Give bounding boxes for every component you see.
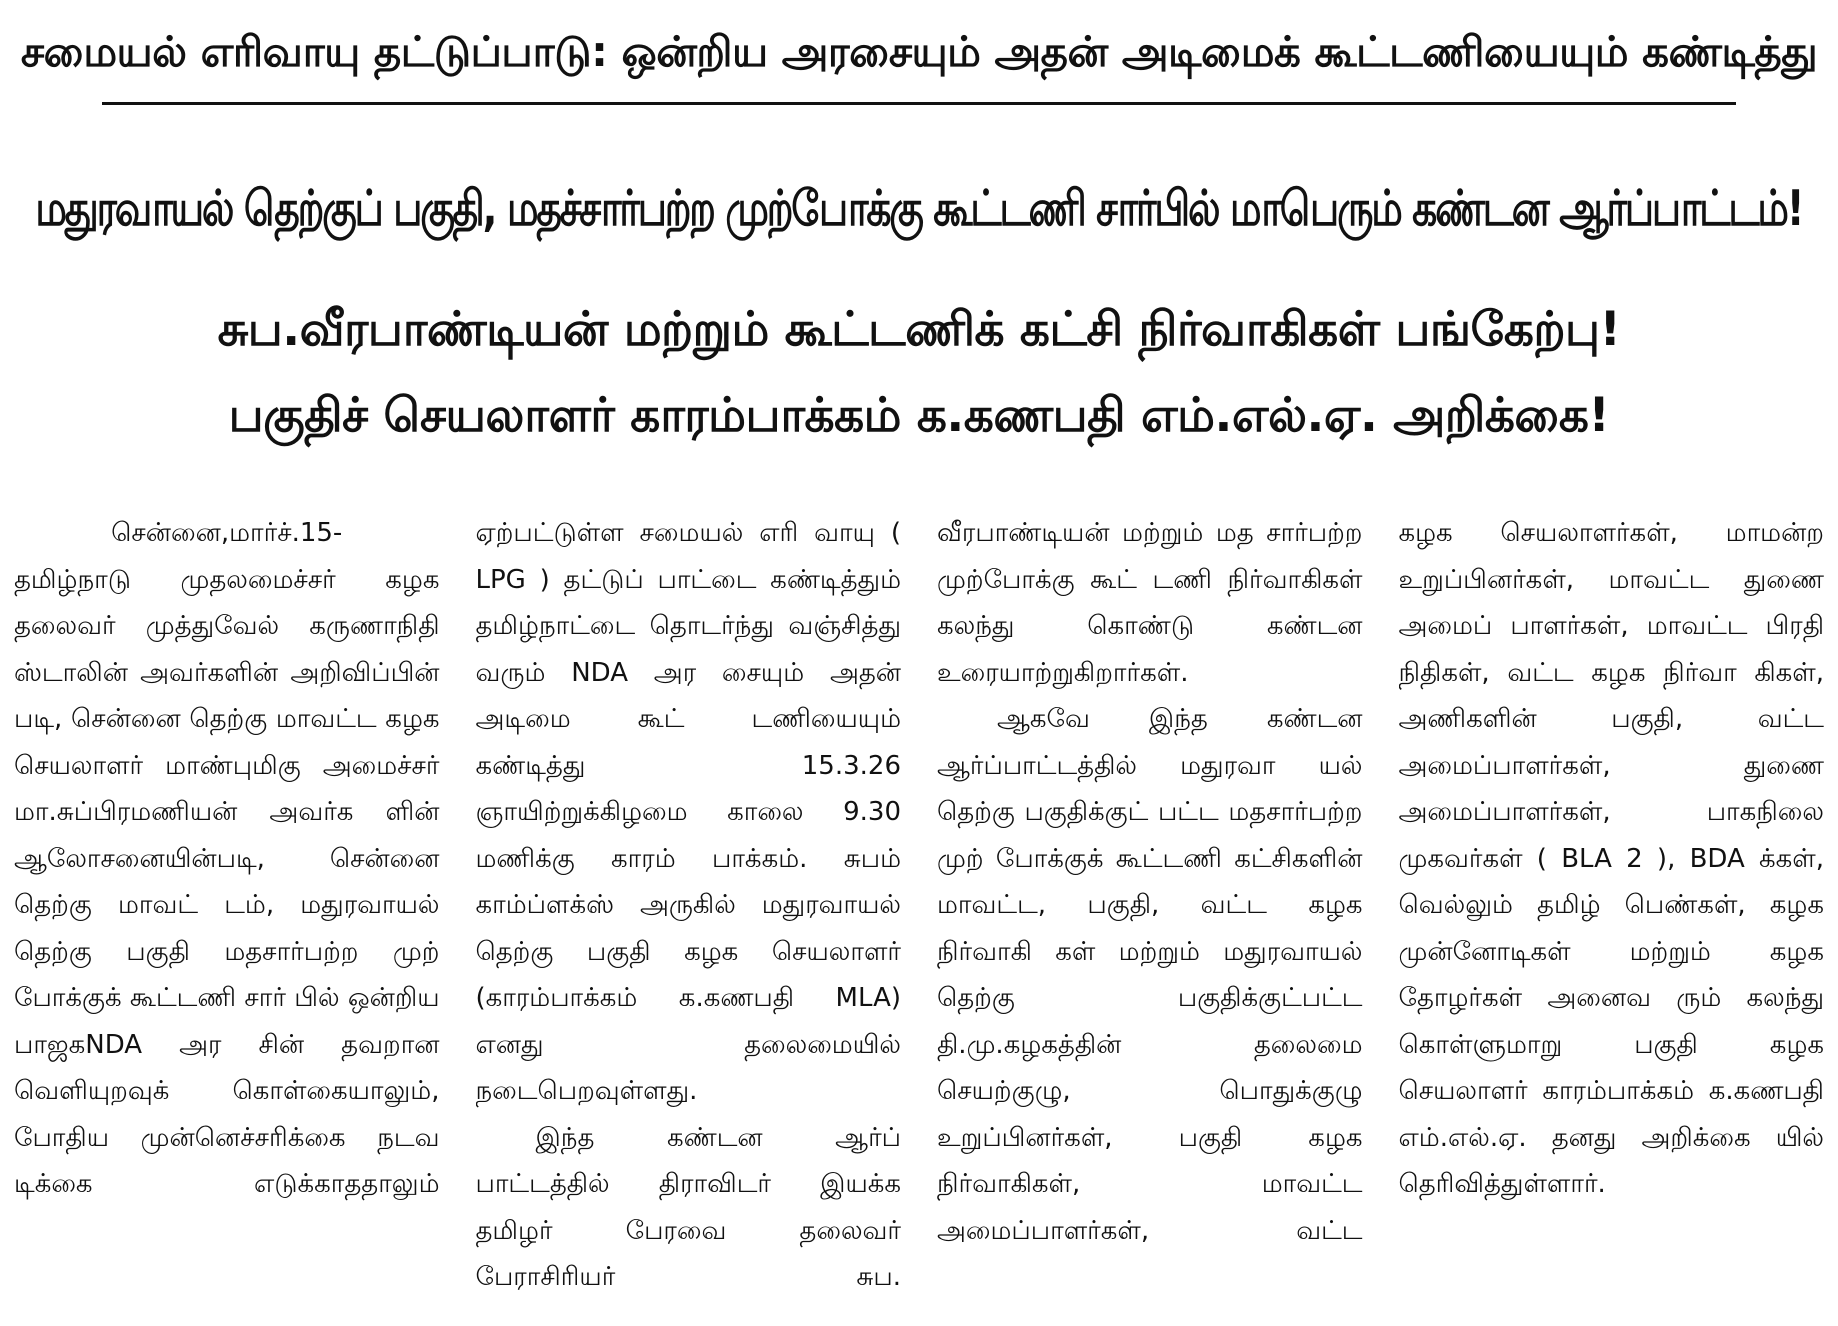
article-column-4 bbox=[1399, 510, 1825, 1320]
divider-rule bbox=[102, 102, 1736, 105]
subheadline-1: சுப.வீரபாண்டியன் மற்றும் கூட்டணிக் கட்சி நிர்வாகிகள் பங்கேற்பு! bbox=[217, 302, 1621, 357]
article-paragraph: வீரபாண்டியன் மற்றும் மத சார்பற்ற முற்போக்கு கூட் டணி நிர்வாகிகள் கலந்து கொண்டு கண்டன உரையாற்றுகிறார்கள். bbox=[937, 518, 1363, 688]
article-paragraph: தமிழ்நாடு முதலமைச்சர் கழக தலைவர் முத்துவேல் கருணாநிதி ஸ்டாலின் அவர்களின் அறிவிப்பின் படி, சென்னை தெற்கு மாவட்ட கழக செயலாளர் மாண்புமிகு அமைச்சர் மா.சுப்பிரமணியன் அவர்க ளின் ஆலோசனையின்படி, சென்னை தெற்கு மாவட் டம், மதுரவாயல் தெற்கு பகுதி மதசார்பற்ற முற் போக்குக் கூட்டணி சார் பில் ஒன்றிய பாஜகNDA அர சின் தவறான வெளியுறவுக் கொள்கையாலும், போதிய முன்னெச்சரிக்கை நடவ டிக்கை எடுக்காததாலும் bbox=[14, 564, 440, 1199]
article-paragraph: ஆகவே இந்த கண்டன ஆர்ப்பாட்டத்தில் மதுரவா யல் தெற்கு பகுதிக்குட் பட்ட மதசார்பற்ற முற் போக்குக் கூட்டணி கட்சிகளின் மாவட்ட, பகுதி, வட்ட கழக நிர்வாகி கள் மற்றும் மதுரவாயல் தெற்கு பகுதிக்குட்பட்ட தி.மு.கழகத்தின் தலைமை செயற்குழு, பொதுக்குழு உறுப்பினர்கள், பகுதி கழக நிர்வாகிகள், மாவட்ட அமைப்பாளர்கள், வட்ட bbox=[937, 704, 1363, 1246]
kicker-headline: சமையல் எரிவாயு தட்டுப்பாடு: ஒன்றிய அரசையும் அதன் அடிமைக் கூட்டணியையும் கண்டித்து bbox=[20, 27, 1818, 76]
article-body bbox=[14, 510, 1824, 1320]
main-headline: மதுரவாயல் தெற்குப் பகுதி, மதச்சார்பற்ற முற்போக்கு கூட்டணி சார்பில் மாபெரும் கண்டன ஆர்ப்பாட்டம்! bbox=[35, 181, 1803, 238]
article-column-1 bbox=[14, 510, 440, 1320]
article-paragraph: இந்த கண்டன ஆர்ப் பாட்டத்தில் திராவிடர் இயக்க தமிழர் பேரவை தலைவர் பேராசிரியர் சுப. bbox=[475, 1122, 901, 1292]
article-paragraph: ஏற்பட்டுள்ள சமையல் எரி வாயு ( LPG ) தட்டுப் பாட்டை கண்டித்தும் தமிழ்நாட்டை தொடர்ந்து வஞ்சித்து வரும் NDA அர சையும் அதன் அடிமை கூட் டணியையும் கண்டித்து 15.3.26 ஞாயிற்றுக்கிழமை காலை 9.30 மணிக்கு காரம் பாக்கம். சுபம் காம்ப்ளக்ஸ் அருகில் மதுரவாயல் தெற்கு பகுதி கழக செயலாளர் (காரம்பாக்கம் க.கணபதி MLA) எனது தலைமையில் நடைபெறவுள்ளது. bbox=[475, 518, 901, 1106]
article-column-3 bbox=[937, 510, 1363, 1320]
dateline: சென்னை,மார்ச்.15- bbox=[111, 518, 343, 548]
subheadline-2: பகுதிச் செயலாளர் காரம்பாக்கம் க.கணபதி எம்.எல்.ஏ. அறிக்கை! bbox=[228, 388, 1610, 443]
article-paragraph: கழக செயலாளர்கள், மாமன்ற உறுப்பினர்கள், மாவட்ட துணை அமைப் பாளர்கள், மாவட்ட பிரதி நிதிகள், வட்ட கழக நிர்வா கிகள், அணிகளின் பகுதி, வட்ட அமைப்பாளர்கள், துணை அமைப்பாளர்கள், பாகநிலை முகவர்கள் ( BLA 2 ), BDA க்கள், வெல்லும் தமிழ் பெண்கள், கழக முன்னோடிகள் மற்றும் கழக தோழர்கள் அனைவ ரும் கலந்து கொள்ளுமாறு பகுதி கழக செயலாளர் காரம்பாக்கம் க.கணபதி எம்.எல்.ஏ. தனது அறிக்கை யில் தெரிவித்துள்ளார். bbox=[1398, 518, 1824, 1199]
article-column-2 bbox=[476, 510, 902, 1320]
